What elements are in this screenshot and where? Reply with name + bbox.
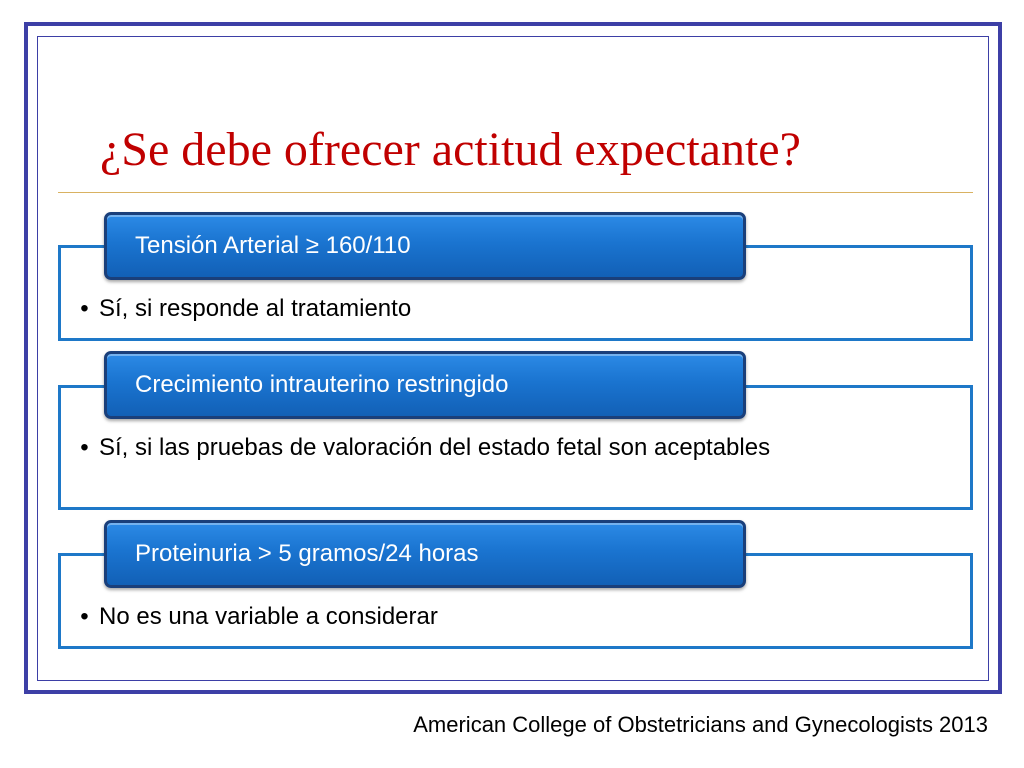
section-header-crecimiento: Crecimiento intrauterino restringido: [104, 351, 746, 419]
section-bullet-crecimiento: [72, 433, 832, 462]
slide-title: ¿Se debe ofrecer actitud expectante?: [100, 123, 801, 176]
title-divider: [58, 192, 973, 193]
bullet-dot: •: [80, 295, 89, 322]
bullet-text: No es una variable a considerar: [99, 603, 438, 630]
bullet-dot: •: [80, 603, 89, 630]
citation: American College of Obstetricians and Gynecologists 2013: [413, 712, 988, 737]
bullet-dot: •: [80, 434, 89, 461]
section-bullet-proteinuria: [72, 602, 832, 631]
section-header-proteinuria: Proteinuria > 5 gramos/24 horas: [104, 520, 746, 588]
section-bullet-tension-arterial: [72, 294, 832, 323]
bullet-text: Sí, si responde al tratamiento: [99, 295, 412, 322]
bullet-text: Sí, si las pruebas de valoración del estado fetal son aceptables: [99, 434, 771, 461]
section-header-tension-arterial: Tensión Arterial ≥ 160/110: [104, 212, 746, 280]
